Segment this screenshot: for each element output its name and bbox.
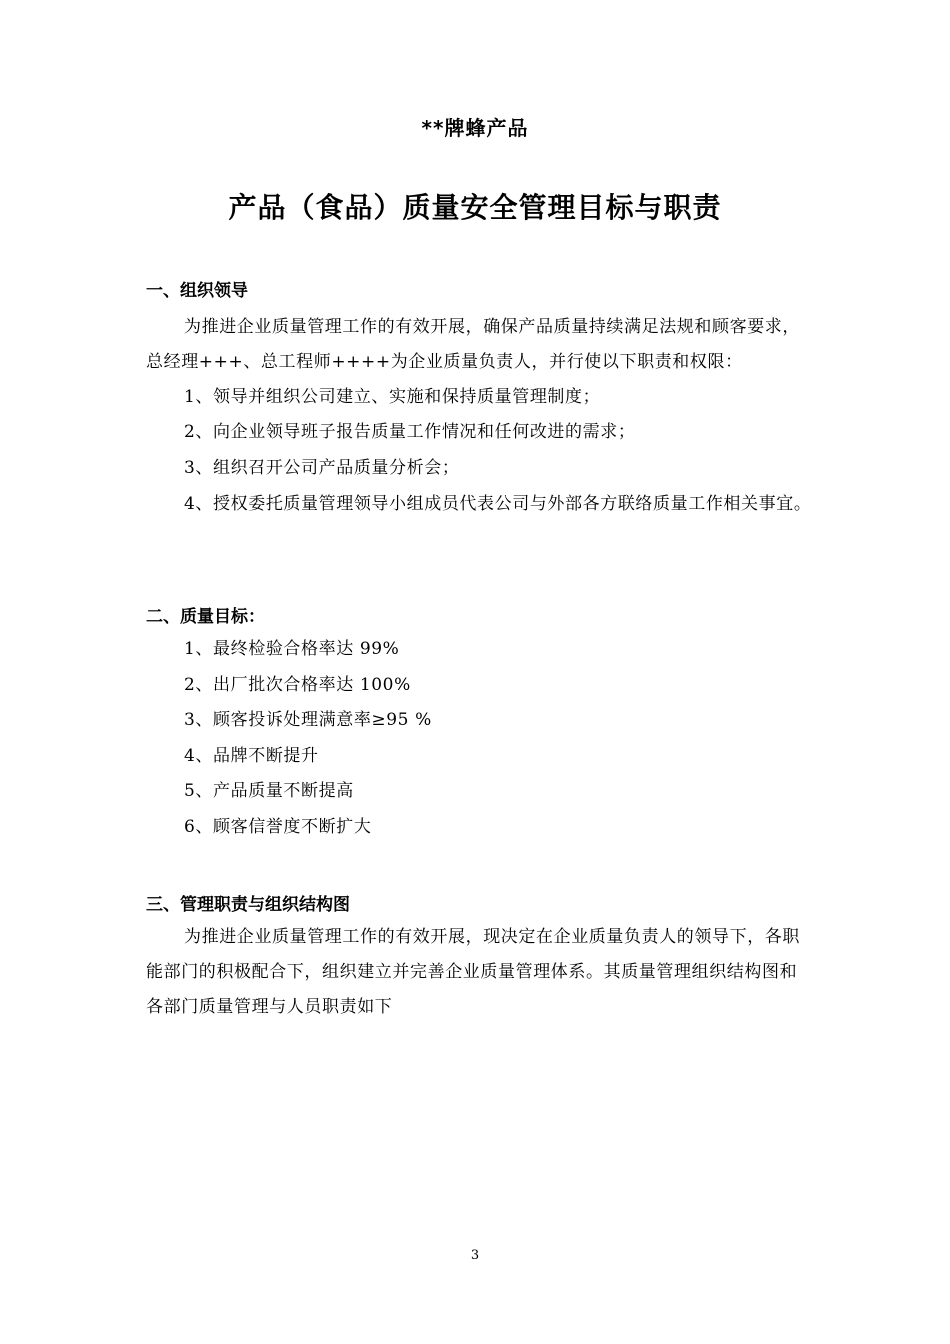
section2-item-2: 2、出厂批次合格率达 100% [184,675,411,695]
section1-item-3: 3、组织召开公司产品质量分析会； [184,458,460,478]
page-number: 3 [470,1248,480,1263]
section1-heading: 一、组织领导 [146,281,248,301]
section2-item-3: 3、顾客投诉处理满意率≥95 % [184,710,432,730]
section3-paragraph: 为推进企业质量管理工作的有效开展，现决定在企业质量负责人的领导下，各职能部门的积极配合下，组织建立并完善企业质量管理体系。其质量管理组织结构图和各部门质量管理与人员职责如下 [146,927,800,1017]
section2-heading: 二、质量目标： [146,607,265,627]
section2-item-6: 6、顾客信誉度不断扩大 [184,817,372,837]
section1-item-2: 2、向企业领导班子报告质量工作情况和任何改进的需求； [184,422,636,442]
section3-heading: 三、管理职责与组织结构图 [146,895,350,915]
section2-item-4: 4、品牌不断提升 [184,746,319,766]
section1-item-1: 1、领导并组织公司建立、实施和保持质量管理制度； [184,387,601,407]
section1-paragraph: 为推进企业质量管理工作的有效开展，确保产品质量持续满足法规和顾客要求，总经理+++、总工程师++++为企业质量负责人，并行使以下职责和权限： [146,317,800,372]
document-title: 产品（食品）质量安全管理目标与职责 [228,191,722,224]
section2-item-5: 5、产品质量不断提高 [184,781,354,801]
section1-item-4: 4、授权委托质量管理领导小组成员代表公司与外部各方联络质量工作相关事宜。 [184,494,812,514]
section2-item-1: 1、最终检验合格率达 99% [184,639,400,659]
document-subtitle: **牌蜂产品 [421,116,529,140]
